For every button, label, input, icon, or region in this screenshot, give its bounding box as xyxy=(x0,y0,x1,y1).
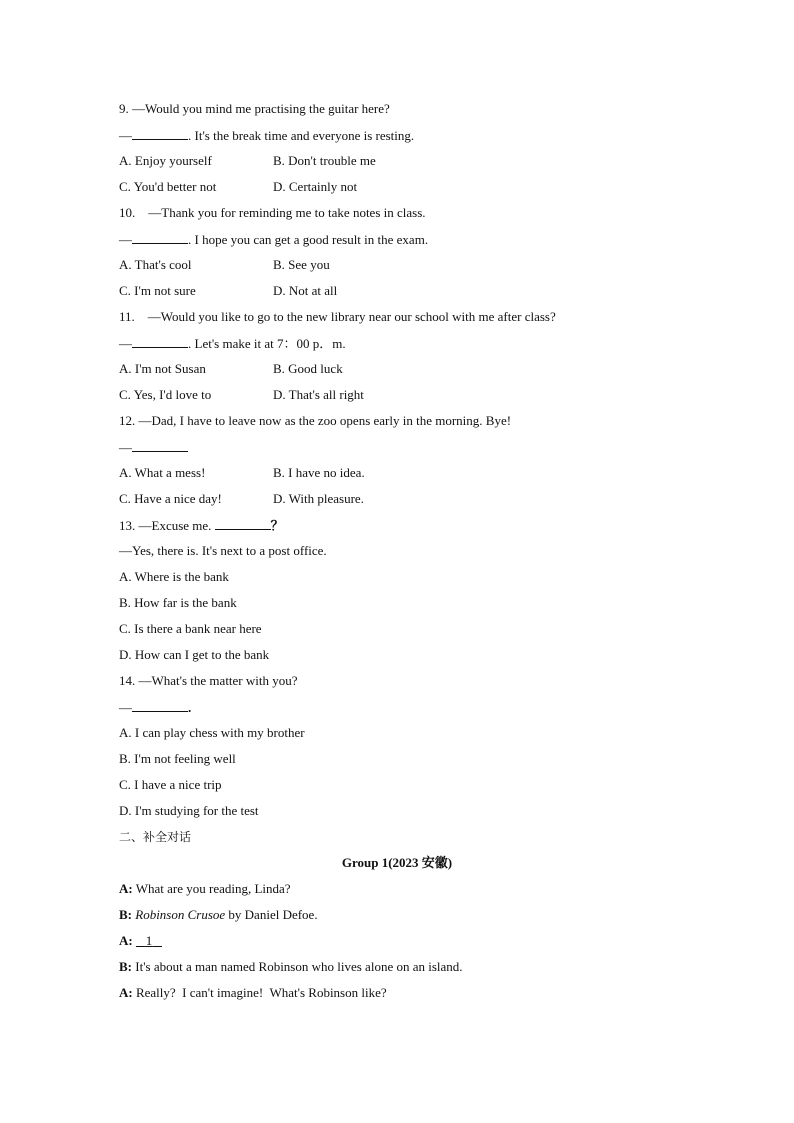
q11-option-c: C. Yes, I'd love to xyxy=(119,387,212,402)
q9-option-d: D. Certainly not xyxy=(273,179,358,194)
q12-option-b: B. I have no idea. xyxy=(273,465,365,480)
q9-option-b: B. Don't trouble me xyxy=(273,153,376,168)
dialogue-speaker-3: A: xyxy=(119,933,133,948)
q13-option-d: D. How can I get to the bank xyxy=(119,647,270,662)
q11-option-b: B. Good luck xyxy=(273,361,343,376)
dialogue-speaker-4: B: xyxy=(119,959,132,974)
q14-answer-prefix: — xyxy=(119,700,132,715)
dialogue-speaker-1: A: xyxy=(119,881,133,896)
q10-option-c: C. I'm not sure xyxy=(119,283,196,298)
dialogue-text-4: It's about a man named Robinson who lives alone on an island. xyxy=(135,959,463,974)
q9-answer-prefix: — xyxy=(119,128,132,143)
q12-answer-line xyxy=(119,437,188,457)
q12-option-d: D. With pleasure. xyxy=(273,491,364,506)
q11-answer-blank[interactable] xyxy=(132,333,188,348)
q9-option-a: A. Enjoy yourself xyxy=(119,153,212,168)
q10-answer-prefix: — xyxy=(119,232,132,247)
q11-option-a: A. I'm not Susan xyxy=(119,361,206,376)
q10-option-d: D. Not at all xyxy=(273,283,338,298)
q11-answer-line xyxy=(119,333,346,353)
dialogue-speaker-2: B: xyxy=(119,907,132,922)
q14-option-c: C. I have a nice trip xyxy=(119,777,222,792)
q14-option-a: A. I can play chess with my brother xyxy=(119,725,305,740)
q11-question xyxy=(119,307,556,327)
q11-option-d: D. That's all right xyxy=(273,387,364,402)
q14-option-d: D. I'm studying for the test xyxy=(119,803,259,818)
dialogue-line-2 xyxy=(119,905,318,925)
q13-option-c: C. Is there a bank near here xyxy=(119,621,262,636)
q10-question xyxy=(119,203,426,223)
q10-answer-suffix: . I hope you can get a good result in the exam. xyxy=(188,232,429,247)
section-2-heading: 二、补全对话 xyxy=(119,830,192,844)
dialogue-text-2: by Daniel Defoe. xyxy=(225,907,318,922)
q10-answer-blank[interactable] xyxy=(132,229,188,244)
dialogue-line-1 xyxy=(119,879,291,899)
q11-answer-prefix: — xyxy=(119,336,132,351)
dialogue-line-5 xyxy=(119,983,387,1003)
q12-option-c: C. Have a nice day! xyxy=(119,491,222,506)
q14-option-b: B. I'm not feeling well xyxy=(119,751,236,766)
q13-answer: —Yes, there is. It's next to a post office. xyxy=(119,543,327,558)
q9-option-c: C. You'd better not xyxy=(119,179,217,194)
q13-question-prefix: 13. —Excuse me. xyxy=(119,518,215,533)
q10-answer-line xyxy=(119,229,428,249)
q12-answer-prefix: — xyxy=(119,440,132,455)
q11-answer-suffix: . Let's make it at 7：00 p．m. xyxy=(188,336,346,351)
dialogue-text-5: Really? I can't imagine! What's Robinson like? xyxy=(135,985,387,1000)
q14-answer-blank[interactable] xyxy=(132,697,188,712)
q12-question: 12. —Dad, I have to leave now as the zoo opens early in the morning. Bye! xyxy=(119,413,512,428)
q9-answer-blank[interactable] xyxy=(132,125,188,140)
q9-question: 9. —Would you mind me practising the guitar here? xyxy=(119,101,390,116)
dialogue-speaker-5: A: xyxy=(119,985,133,1000)
q10-question-text: 10. —Thank you for reminding me to take notes in class. xyxy=(119,205,426,220)
dialogue-book-title: Robinson Crusoe xyxy=(135,907,226,922)
q10-option-b: B. See you xyxy=(273,257,330,272)
q10-option-a: A. That's cool xyxy=(119,257,192,272)
dialogue-text-1: What are you reading, Linda? xyxy=(135,881,291,896)
q12-answer-blank[interactable] xyxy=(132,437,188,452)
q9-answer-suffix: . It's the break time and everyone is resting. xyxy=(188,128,415,143)
dialogue-line-3 xyxy=(119,931,162,951)
q13-question xyxy=(119,515,284,535)
q13-option-a: A. Where is the bank xyxy=(119,569,229,584)
q14-answer-suffix: . xyxy=(188,700,192,715)
q9-answer-line xyxy=(119,125,414,145)
q14-answer-line xyxy=(119,697,191,717)
q13-question-mark: ？ xyxy=(270,518,284,533)
dialogue-line-4 xyxy=(119,957,463,977)
dialogue-blank-number: 1 xyxy=(145,933,153,948)
q11-question-text: 11. —Would you like to go to the new library near our school with me after class? xyxy=(119,309,556,324)
q13-question-blank[interactable] xyxy=(215,515,271,530)
dialogue-blank-1[interactable] xyxy=(136,933,162,948)
q12-option-a: A. What a mess! xyxy=(119,465,206,480)
q14-question: 14. —What's the matter with you? xyxy=(119,673,298,688)
group-title: Group 1(2023 安徽) xyxy=(341,855,453,870)
q13-option-b: B. How far is the bank xyxy=(119,595,237,610)
